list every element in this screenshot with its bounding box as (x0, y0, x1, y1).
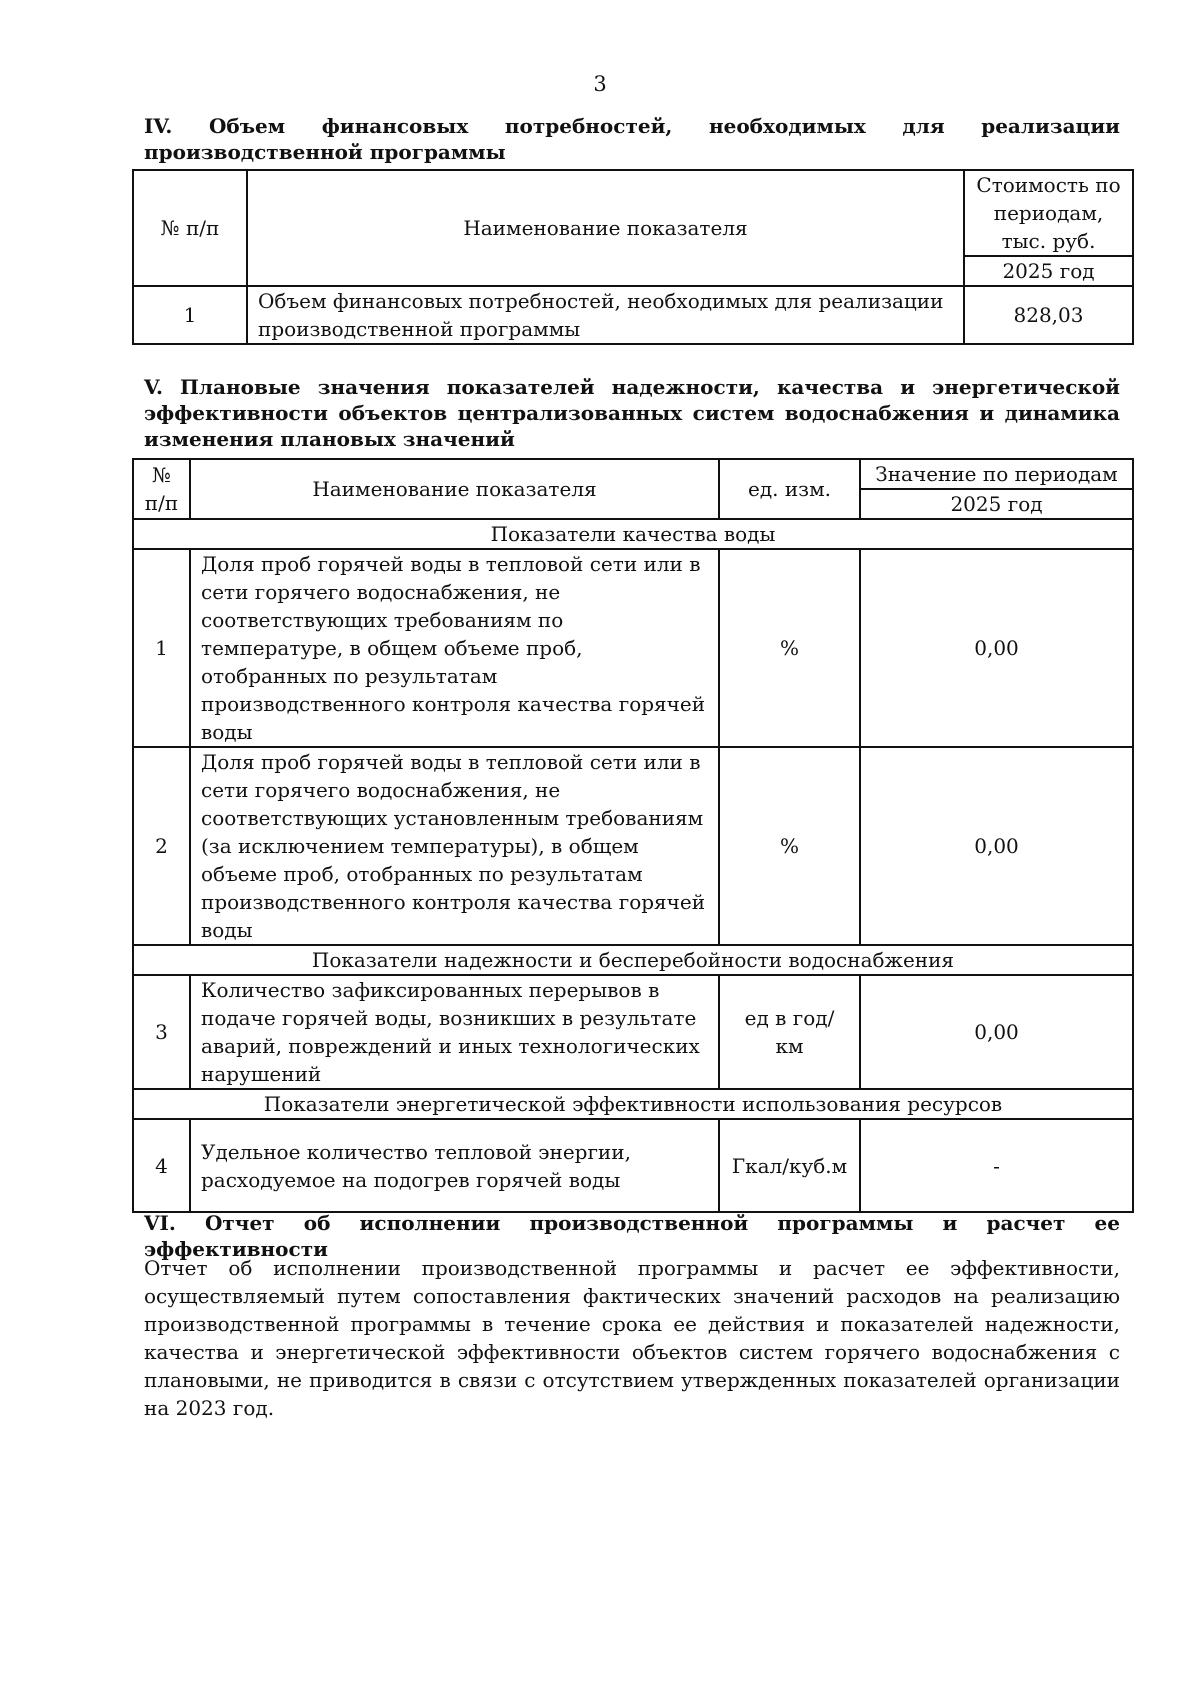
row-unit: ед в год/ км (719, 975, 860, 1089)
header-num: № п/п (133, 170, 247, 286)
group-row-reliability: Показатели надежности и бесперебойности водоснабжения (133, 945, 1133, 975)
header-year: 2025 год (964, 256, 1133, 286)
header-name: Наименование показателя (247, 170, 964, 286)
header-name: Наименование показателя (190, 459, 719, 519)
row-value: - (860, 1119, 1133, 1212)
row-value: 0,00 (860, 975, 1133, 1089)
row-num: 3 (133, 975, 190, 1089)
row-unit: % (719, 549, 860, 747)
header-cost: Стоимость по периодам, тыс. руб. (964, 170, 1133, 256)
report-paragraph: Отчет об исполнении производственной программы и расчет ее эффективности, осуществляемый путем сопоставления фактических значений расходов на реализацию производственной программы в течение срока ее действия и показателей надежности, качества и энергетической эффективности объектов систем горячего водоснабжения с плановыми, не приводится в связи с отсутствием утвержденных показателей организации на 2023 год. (144, 1256, 1120, 1420)
group-row-quality: Показатели качества воды (133, 519, 1133, 549)
row-num: 2 (133, 747, 190, 945)
group-row-energy: Показатели энергетической эффективности использования ресурсов (133, 1089, 1133, 1119)
page-number: 3 (593, 72, 607, 96)
indicators-table (132, 458, 1134, 1213)
row-unit: Гкал/куб.м (719, 1119, 860, 1212)
row-name: Доля проб горячей воды в тепловой сети или в сети горячего водоснабжения, не соответствующих требованиям по температуре, в общем объеме проб, отобранных по результатам производственного контроля качества горячей воды (190, 549, 719, 747)
financial-needs-table (132, 169, 1134, 345)
header-num: № п/п (133, 459, 190, 519)
section-4-heading: IV. Объем финансовых потребностей, необходимых для реализации производственной программы (144, 114, 1120, 164)
header-value: Значение по периодам (860, 459, 1133, 489)
row-value: 0,00 (860, 549, 1133, 747)
row-unit: % (719, 747, 860, 945)
row-num: 1 (133, 549, 190, 747)
row-value: 0,00 (860, 747, 1133, 945)
row-value: 828,03 (964, 286, 1133, 344)
row-name: Удельное количество тепловой энергии, расходуемое на подогрев горячей воды (190, 1119, 719, 1212)
section-5-heading: V. Плановые значения показателей надежности, качества и энергетической эффективности объектов централизованных систем водоснабжения и динамика изменения плановых значений (144, 375, 1120, 451)
header-year: 2025 год (860, 489, 1133, 519)
header-unit: ед. изм. (719, 459, 860, 519)
row-name: Доля проб горячей воды в тепловой сети или в сети горячего водоснабжения, не соответствующих установленным требованиям (за исключением температуры), в общем объеме проб, отобранных по результатам производственного контроля качества горячей воды (190, 747, 719, 945)
section-6-heading: VI. Отчет об исполнении производственной программы и расчет ее эффективности (144, 1211, 1120, 1261)
row-name: Количество зафиксированных перерывов в подаче горячей воды, возникших в результате аварий, повреждений и иных технологических нарушений (190, 975, 719, 1089)
row-num: 1 (133, 286, 247, 344)
row-num: 4 (133, 1119, 190, 1212)
row-name: Объем финансовых потребностей, необходимых для реализации производственной программы (247, 286, 964, 344)
